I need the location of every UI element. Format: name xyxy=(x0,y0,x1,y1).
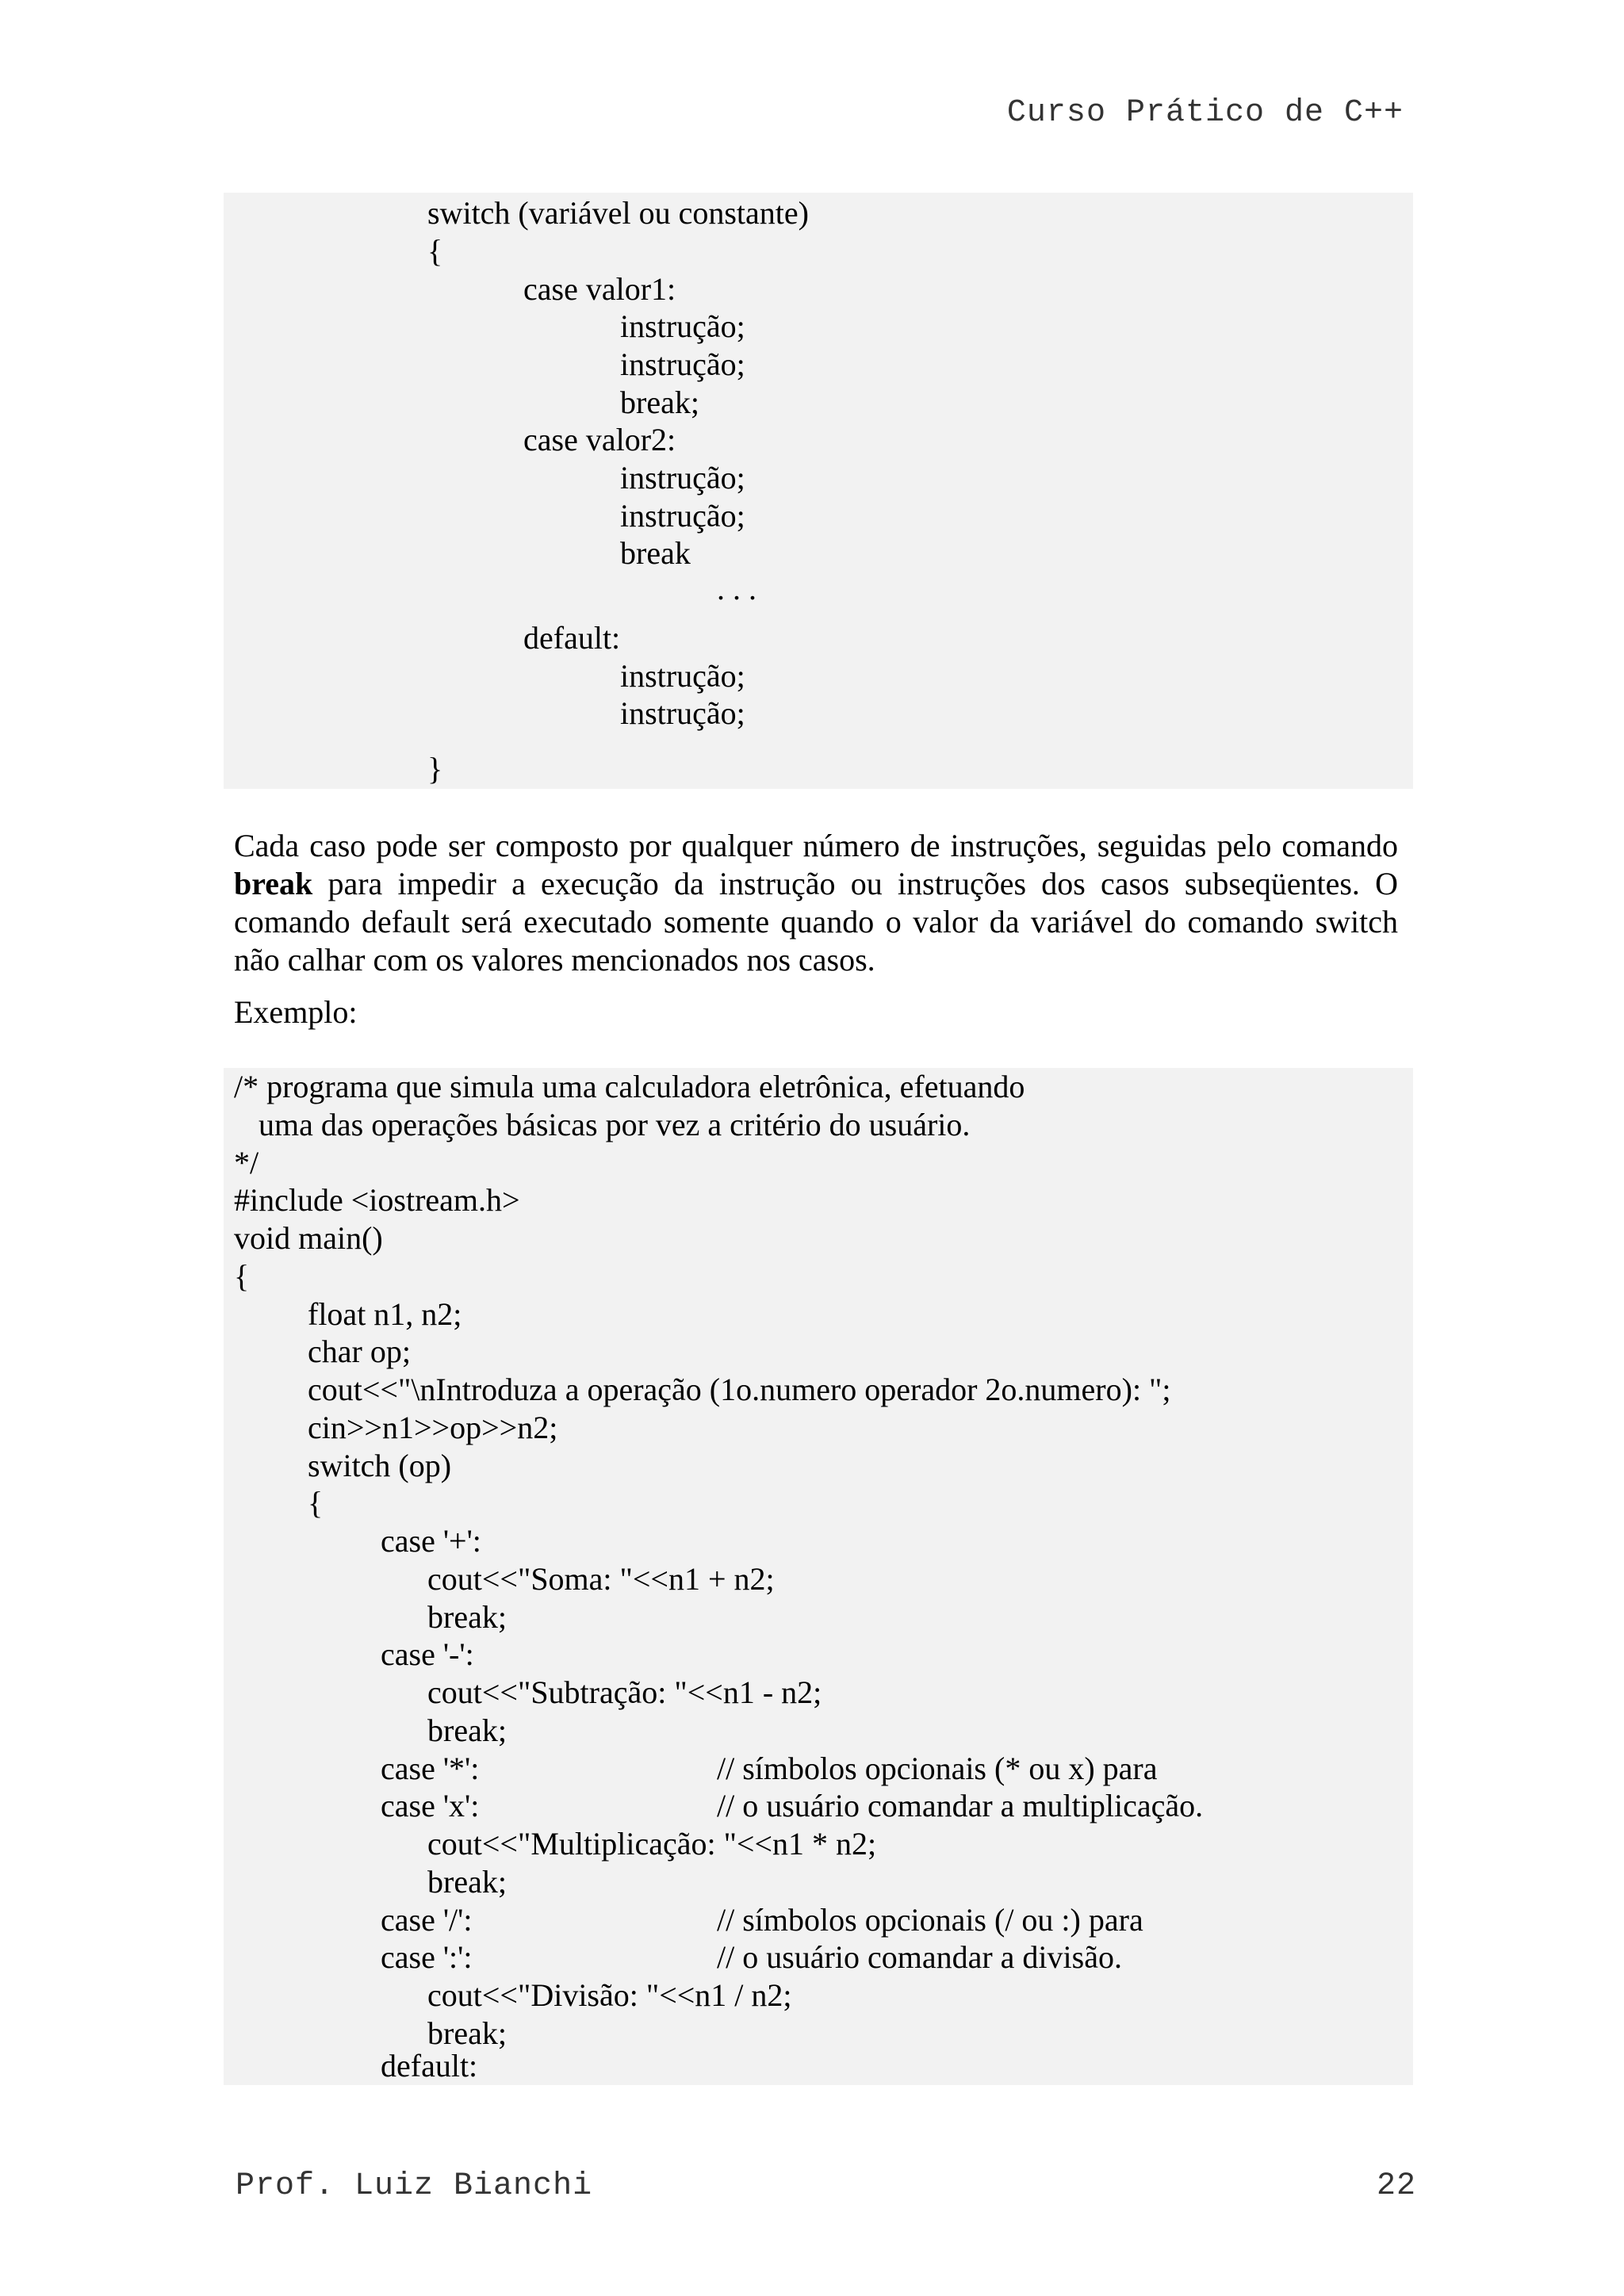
paragraph-text: para impedir a execução da instrução ou instruções dos casos subseqüentes. O comando default será executado somente quando o valor da variável do comando switch não calhar com os valores mencionados nos casos. xyxy=(234,866,1398,978)
paragraph-text: Cada caso pode ser composto por qualquer número de instruções, seguidas pelo comando xyxy=(234,828,1398,863)
code-line: instrução; xyxy=(620,658,745,694)
code-line: case valor1: xyxy=(523,271,676,307)
example-label: Exemplo: xyxy=(234,994,358,1030)
code-line: { xyxy=(308,1485,324,1521)
code-line: cout<<"\nIntroduza a operação (1o.numero operador 2o.numero): "; xyxy=(308,1372,1171,1407)
code-line: case ':': xyxy=(381,1939,473,1975)
code-comment: // o usuário comandar a divisão. xyxy=(717,1939,1122,1975)
code-line: break; xyxy=(427,2015,507,2051)
ellipsis: . . . xyxy=(717,571,756,607)
code-line: instrução; xyxy=(620,498,745,534)
code-line: char op; xyxy=(308,1334,411,1369)
code-comment: // o usuário comandar a multiplicação. xyxy=(717,1788,1204,1823)
footer-author: Prof. Luiz Bianchi xyxy=(236,2168,593,2204)
syntax-code-block xyxy=(224,193,1413,789)
code-line: { xyxy=(427,233,443,269)
code-line: break; xyxy=(620,385,699,420)
break-keyword: break xyxy=(234,866,313,901)
code-line: cout<<"Divisão: "<<n1 / n2; xyxy=(427,1977,792,2013)
running-header: Curso Prático de C++ xyxy=(1006,95,1404,131)
code-line: break; xyxy=(427,1712,507,1748)
example-code-block xyxy=(224,1068,1413,2085)
code-line: #include <iostream.h> xyxy=(234,1182,520,1218)
code-line: cout<<"Subtração: "<<n1 - n2; xyxy=(427,1674,822,1710)
code-line: default: xyxy=(523,620,621,656)
code-line: uma das operações básicas por vez a critério do usuário. xyxy=(259,1107,971,1142)
code-line: cout<<"Multiplicação: "<<n1 * n2; xyxy=(427,1826,877,1862)
code-line: } xyxy=(427,751,443,786)
code-line: /* programa que simula uma calculadora eletrônica, efetuando xyxy=(234,1069,1025,1104)
page-number: 22 xyxy=(1376,2168,1416,2204)
code-line: instrução; xyxy=(620,460,745,496)
code-line: */ xyxy=(234,1145,259,1181)
code-line: void main() xyxy=(234,1220,383,1256)
code-line: break xyxy=(620,535,691,571)
code-line: case '+': xyxy=(381,1523,481,1559)
code-line: instrução; xyxy=(620,346,745,382)
code-line: cout<<"Soma: "<<n1 + n2; xyxy=(427,1561,775,1597)
code-line: case '*': xyxy=(381,1751,480,1786)
explanation-paragraph xyxy=(234,827,1398,979)
code-line: case '/': xyxy=(381,1902,473,1938)
code-line: { xyxy=(234,1258,250,1294)
code-line: break; xyxy=(427,1599,507,1635)
code-line: case '-': xyxy=(381,1636,474,1672)
code-line: switch (op) xyxy=(308,1448,452,1483)
code-line: cin>>n1>>op>>n2; xyxy=(308,1410,558,1445)
code-comment: // símbolos opcionais (/ ou :) para xyxy=(717,1902,1143,1938)
code-line: instrução; xyxy=(620,308,745,344)
code-line: float n1, n2; xyxy=(308,1296,462,1332)
code-comment: // símbolos opcionais (* ou x) para xyxy=(717,1751,1158,1786)
code-line: switch (variável ou constante) xyxy=(427,195,809,231)
code-line: case 'x': xyxy=(381,1788,480,1823)
code-line: instrução; xyxy=(620,695,745,731)
code-line: default: xyxy=(381,2048,478,2084)
code-line: break; xyxy=(427,1864,507,1900)
code-line: case valor2: xyxy=(523,422,676,457)
